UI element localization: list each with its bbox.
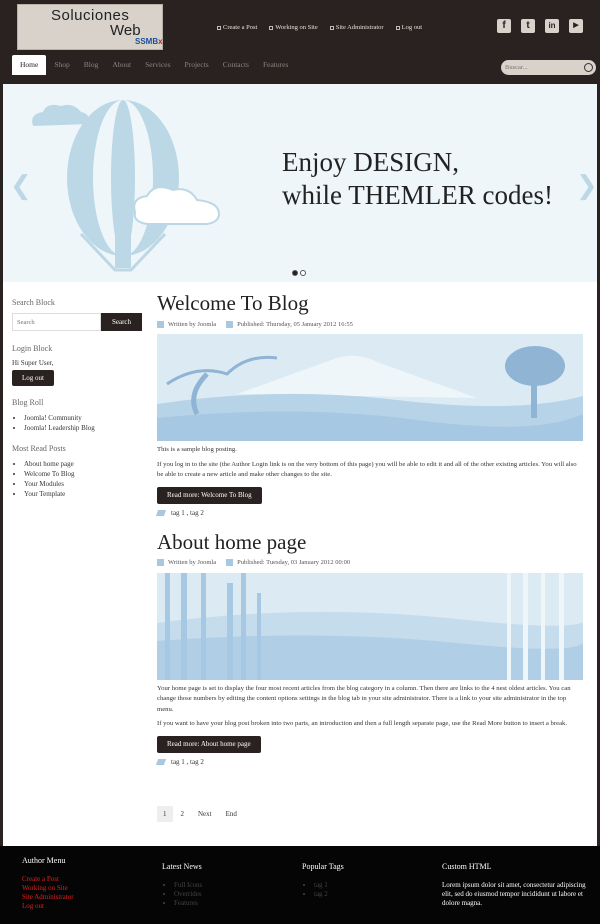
calendar-icon: [226, 321, 233, 328]
main-nav: [12, 55, 294, 75]
nav-home[interactable]: Home: [12, 55, 46, 75]
linkedin-icon[interactable]: in: [545, 19, 559, 33]
footer-link[interactable]: • Full Icons: [174, 881, 302, 890]
search-icon[interactable]: [584, 63, 593, 72]
article-author: Written by Joomla: [168, 559, 217, 566]
nav-services[interactable]: Services: [145, 60, 171, 69]
blog-roll-link[interactable]: • Joomla! Leadership Blog: [24, 423, 147, 433]
grid-icon: [217, 26, 221, 30]
article-title[interactable]: About home page: [157, 529, 307, 554]
tag-icon: [156, 759, 166, 765]
sidebar-search-button[interactable]: Search: [101, 313, 142, 331]
top-links: [217, 24, 422, 31]
tag-links[interactable]: tag 1 , tag 2: [171, 757, 204, 766]
logo-brand: SSMBx: [135, 37, 163, 46]
footer-link[interactable]: Log out: [22, 902, 44, 910]
social-icons: [497, 19, 583, 33]
nav-shop[interactable]: Shop: [54, 60, 70, 69]
slogan-line-1: Enjoy DESIGN,: [282, 147, 459, 177]
grid-icon: [396, 26, 400, 30]
article-image-bamboo: [157, 573, 583, 680]
slider-dots: [292, 270, 306, 276]
footer-link[interactable]: • Features: [174, 899, 302, 908]
footer-heading: Latest News: [162, 862, 202, 871]
footer-link[interactable]: • tag 1: [314, 881, 442, 890]
slider-dot[interactable]: [300, 270, 306, 276]
footer-latest-news: [162, 862, 302, 908]
calendar-icon: [226, 559, 233, 566]
footer-popular-tags: [302, 862, 442, 899]
blog-roll-title: Blog Roll: [12, 398, 44, 407]
nav-contacts[interactable]: Contacts: [222, 60, 249, 69]
toplink-log-out[interactable]: Log out: [396, 24, 422, 31]
footer-link[interactable]: • Overrides: [174, 890, 302, 899]
grid-icon: [269, 26, 273, 30]
logout-button[interactable]: Log out: [12, 370, 54, 386]
most-read-link[interactable]: • About home page: [24, 459, 147, 469]
toplink-create-post[interactable]: Create a Post: [217, 24, 257, 31]
user-icon: [157, 559, 164, 566]
most-read-link[interactable]: • Your Modules: [24, 479, 147, 489]
footer-link[interactable]: • tag 2: [314, 890, 442, 899]
page-next[interactable]: Next: [198, 810, 212, 818]
header-search-input[interactable]: [505, 61, 579, 74]
article: [157, 290, 583, 517]
read-more-button[interactable]: Read more: About home page: [157, 736, 261, 753]
site-logo[interactable]: [17, 4, 163, 50]
page-1[interactable]: 1: [157, 806, 173, 822]
hero-slider: [3, 84, 597, 282]
content-area: [3, 84, 597, 846]
toplink-working-on-site[interactable]: Working on Site: [269, 24, 317, 31]
footer-link[interactable]: Site Administrator: [22, 893, 74, 901]
toplink-site-administrator[interactable]: Site Administrator: [330, 24, 384, 31]
footer-link[interactable]: Create a Post: [22, 875, 59, 883]
slogan-line-2: while THEMLER codes!: [282, 180, 553, 210]
logo-text-line1: Soluciones: [51, 7, 130, 24]
article-date: Published: Tuesday, 03 January 2012 00:00: [237, 559, 351, 566]
footer-link[interactable]: Working on Site: [22, 884, 68, 892]
blog-roll-list: [12, 413, 147, 433]
slider-next-arrow-icon[interactable]: ❯: [576, 171, 598, 201]
tag-links[interactable]: tag 1 , tag 2: [171, 508, 204, 517]
nav-about[interactable]: About: [112, 60, 132, 69]
tag-icon: [156, 510, 166, 516]
read-more-button[interactable]: Read more: Welcome To Blog: [157, 487, 262, 504]
youtube-icon[interactable]: ▶: [569, 19, 583, 33]
blog-roll-link[interactable]: • Joomla! Community: [24, 413, 147, 423]
sidebar: [12, 298, 147, 510]
article-tags: [157, 509, 583, 517]
footer-text: Lorem ipsum dolor sit amet, consectetur adipiscing elit, sed do eiusmod tempor incididunt ut labore et dolore magna.: [442, 881, 586, 907]
footer-author-menu: [22, 856, 162, 911]
header-search: [501, 60, 596, 75]
nav-projects[interactable]: Projects: [184, 60, 209, 69]
article-author: Written by Joomla: [168, 320, 217, 328]
article-paragraph: If you log in to the site (the Author Login link is on the very bottom of this page) you will be able to edit it and all of the other existing articles. You will also be able to create a new article and make other changes to the site.: [157, 460, 577, 478]
article: [157, 529, 583, 766]
article-title[interactable]: Welcome To Blog: [157, 291, 309, 315]
article-tags: [157, 758, 583, 766]
most-read-title: Most Read Posts: [12, 444, 66, 453]
most-read-link[interactable]: • Welcome To Blog: [24, 469, 147, 479]
article-image-mountain: [157, 334, 583, 441]
footer: [0, 846, 600, 924]
slider-prev-arrow-icon[interactable]: ❮: [10, 171, 32, 201]
footer-heading: Author Menu: [22, 856, 66, 865]
footer-heading: Popular Tags: [302, 862, 344, 871]
footer-custom-html: [442, 862, 592, 908]
article-paragraph: If you want to have your blog post broken into two parts, an introduction and then a full length separate page, use the Read More button to insert a break.: [157, 720, 568, 727]
most-read-list: [12, 459, 147, 499]
nav-features[interactable]: Features: [262, 60, 289, 69]
slider-slogan: [282, 146, 553, 212]
login-greeting: Hi Super User,: [12, 359, 54, 367]
nav-blog[interactable]: Blog: [83, 60, 99, 69]
footer-heading: Custom HTML: [442, 862, 492, 871]
page-end[interactable]: End: [225, 810, 237, 818]
page-2[interactable]: 2: [180, 810, 184, 818]
article-date: Published: Thursday, 05 January 2012 16:55: [237, 320, 353, 328]
sidebar-search: [12, 313, 147, 331]
main-content: [157, 290, 583, 766]
article-paragraph: Your home page is set to display the four most recent articles from the blog category in a column. Then there are links to the 4 nest oldest articles. You can change those numbers by editing the content options settings in the blog tab in your site administrator. There is a link to your site administrator in the top menu.: [157, 684, 571, 713]
user-icon: [157, 321, 164, 328]
login-block-title: Login Block: [12, 344, 53, 353]
article-meta: [157, 318, 583, 330]
twitter-icon[interactable]: t: [521, 19, 535, 33]
header: [0, 0, 600, 84]
search-block-title: Search Block: [12, 298, 55, 307]
slider-dot[interactable]: [292, 270, 298, 276]
sidebar-search-input[interactable]: [12, 313, 101, 331]
grid-icon: [330, 26, 334, 30]
pagination: [157, 806, 243, 822]
logo-text-line2: Web: [110, 22, 141, 39]
most-read-link[interactable]: • Your Template: [24, 489, 147, 499]
facebook-icon[interactable]: f: [497, 19, 511, 33]
article-meta: [157, 557, 583, 569]
article-paragraph: This is a sample blog posting.: [157, 446, 237, 453]
